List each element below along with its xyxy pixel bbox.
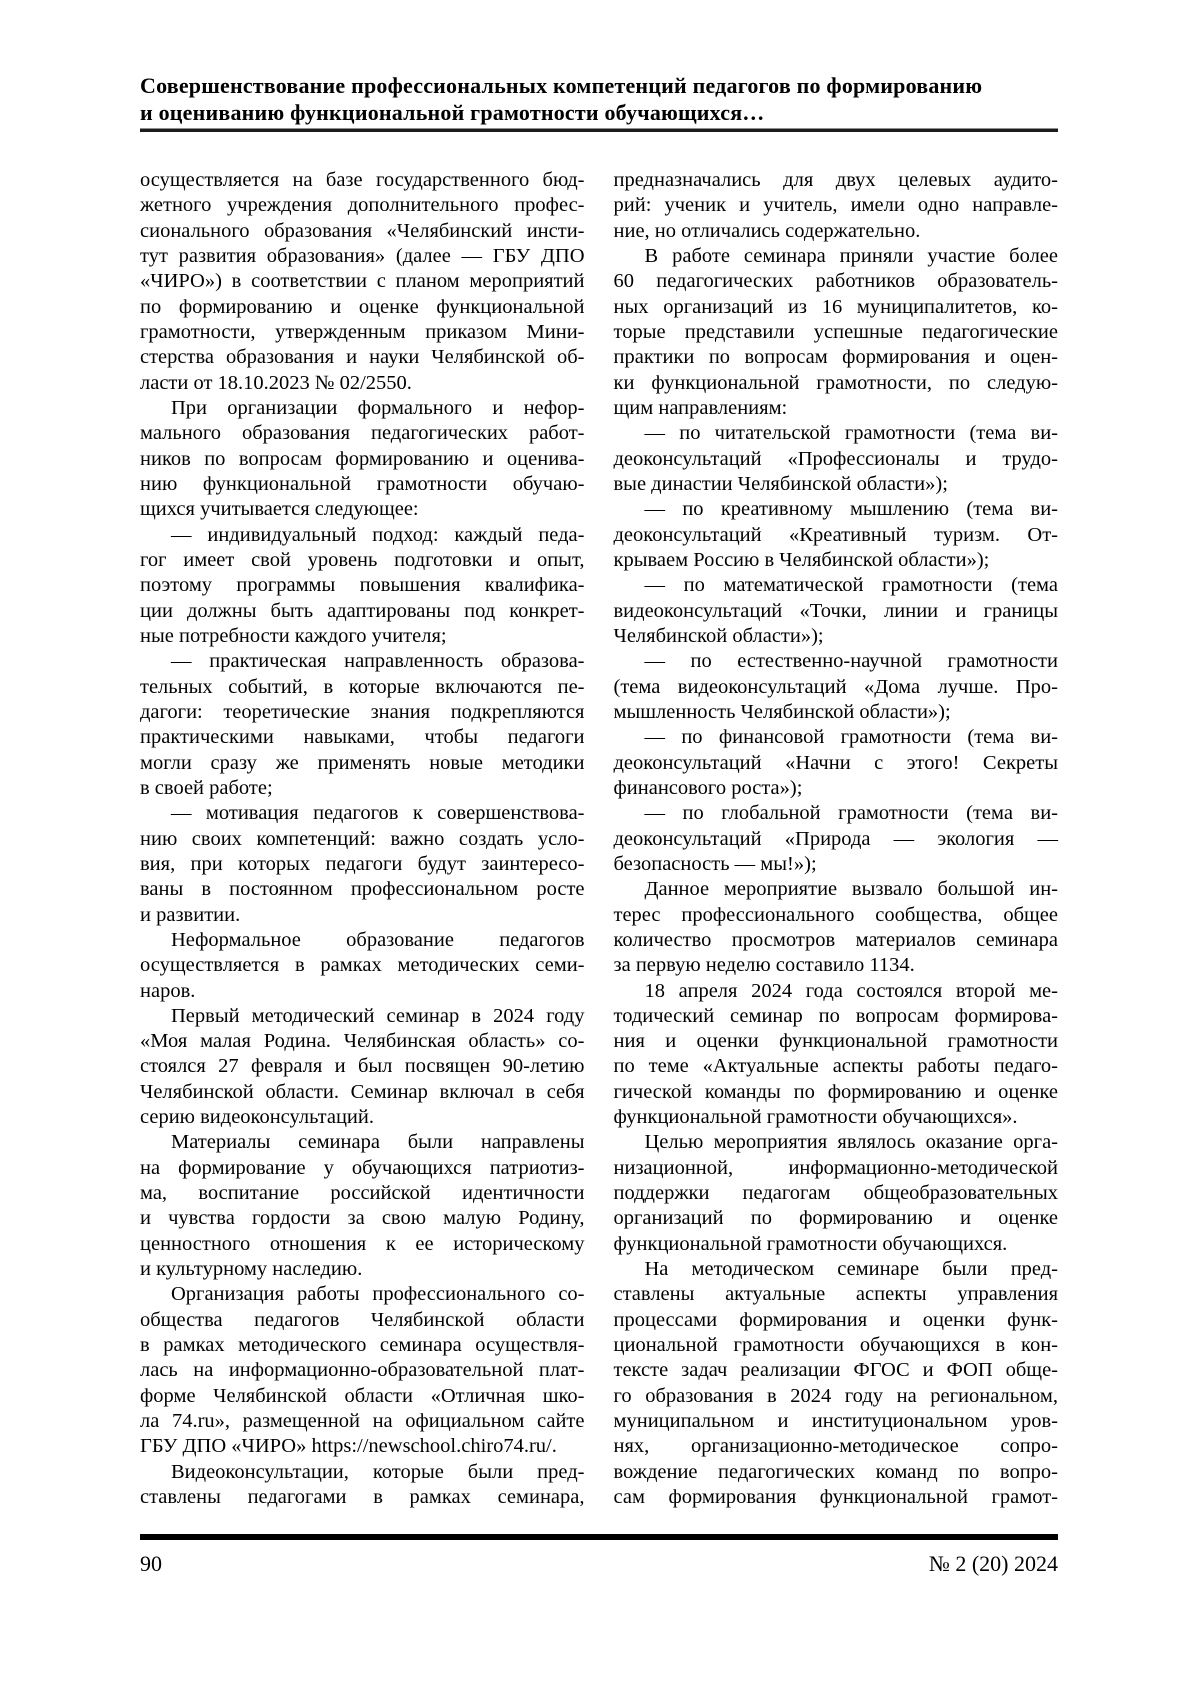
text-line: вия, при которых педагоги будут заинтересо-: [140, 852, 585, 875]
running-header-line-1: Совершенствование профессиональных компетенций педагогов по формированию: [140, 73, 983, 98]
text-line: ние, но отличались содержательно.: [613, 219, 921, 242]
page-number: 90: [140, 1551, 162, 1576]
text-line: Материалы семинара были направлены: [171, 1131, 585, 1154]
text-line: Целью мероприятия являлось оказание орга-: [644, 1131, 1058, 1154]
text-line: гической команды по формированию и оценке: [613, 1080, 1058, 1103]
text-line: вождение педагогических команд по вопро-: [613, 1460, 1058, 1483]
text-line: функциональной грамотности обучающихся».: [613, 1106, 1018, 1129]
text-line: Организация работы профессионального со-: [171, 1283, 585, 1306]
running-header-line-2: и оцениванию функциональной грамотности обучающихся…: [140, 100, 765, 125]
text-line: (тема видеоконсультаций «Дома лучше. Про-: [613, 675, 1058, 698]
paragraph: [614, 979, 1059, 1131]
text-line: наров.: [140, 979, 196, 1002]
text-line: в своей работе;: [140, 776, 273, 799]
text-line: Первый методический семинар в 2024 году: [171, 1004, 585, 1027]
paragraph: [614, 573, 1059, 649]
text-line: практики по вопросам формирования и оцен-: [613, 346, 1058, 369]
paragraph: [614, 421, 1059, 497]
text-line: тексте задач реализации ФГОС и ФОП обще-: [613, 1359, 1058, 1382]
text-line: и развитии.: [140, 903, 241, 926]
footer-rule: [140, 1534, 1058, 1540]
text-line: организаций по формированию и оценке: [613, 1207, 1058, 1230]
text-line: — практическая направленность образова-: [171, 650, 585, 673]
text-line: лась на информационно-образовательной плат-: [140, 1359, 585, 1382]
text-line: щихся учитывается следующее:: [140, 498, 419, 521]
text-line: ставлены педагогами в рамках семинара,: [140, 1486, 585, 1509]
text-line: ния и оценки функциональной грамотности: [613, 1030, 1058, 1053]
text-line: общества педагогов Челябинской области: [140, 1308, 585, 1331]
paragraph: [614, 801, 1059, 877]
text-line: нию своих компетенций: важно создать усло-: [140, 827, 585, 850]
paragraph: [614, 649, 1059, 725]
paragraph: [140, 396, 585, 523]
paragraph: [614, 1257, 1059, 1510]
text-line: мышленность Челябинской области»);: [613, 700, 951, 723]
text-line: терес профессионального сообщества, общее: [613, 903, 1058, 926]
text-line: на формирование у обучающихся патриотиз-: [140, 1156, 585, 1179]
text-line: деоконсультаций «Начни с этого! Секреты: [613, 751, 1058, 774]
text-line: — по креативному мышлению (тема ви-: [644, 498, 1058, 521]
text-line: грамотности, утвержденным приказом Мини-: [140, 320, 585, 343]
text-line: предназначались для двух целевых аудито-: [613, 169, 1058, 191]
paragraph: [614, 877, 1059, 978]
text-line: ных организаций из 16 муниципалитетов, ко-: [613, 295, 1058, 318]
paragraph: [614, 725, 1059, 801]
text-line: процессами формирования и оценки функ-: [613, 1308, 1058, 1331]
text-line: осуществляется на базе государственного бюд-: [140, 169, 585, 191]
text-line: ные потребности каждого учителя;: [140, 624, 447, 647]
text-column-right: [614, 168, 1059, 1510]
text-line: Челябинской области»);: [613, 624, 824, 647]
text-line: финансового роста»);: [613, 776, 803, 799]
text-line: Данное мероприятие вызвало большой ин-: [644, 878, 1058, 901]
text-line: вые династии Челябинской области»);: [613, 472, 948, 495]
paragraph: [140, 928, 585, 1004]
text-line: ценностного отношения к ее историческому: [140, 1232, 585, 1255]
text-line: поддержки педагогам общеобразовательных: [613, 1182, 1058, 1205]
text-line: гог имеет свой уровень подготовки и опыт,: [140, 548, 585, 571]
text-line: серию видеоконсультаций.: [140, 1106, 374, 1129]
text-line: по теме «Актуальные аспекты работы педаго-: [613, 1055, 1058, 1078]
text-line: сионального образования «Челябинский инсти-: [140, 219, 585, 242]
text-line: безопасность — мы!»);: [613, 852, 817, 875]
text-line: ставлены актуальные аспекты управления: [613, 1283, 1058, 1306]
text-line: и чувства гордости за свою малую Родину,: [140, 1207, 585, 1230]
text-line: осуществляется в рамках методических семи-: [140, 954, 585, 977]
text-line: — по математической грамотности (тема: [644, 574, 1058, 597]
text-line: нию функциональной грамотности обучаю-: [140, 472, 585, 495]
text-line: низационной, информационно-методической: [613, 1156, 1058, 1179]
text-line: Неформальное образование педагогов: [171, 928, 585, 951]
paragraph: [140, 523, 585, 650]
text-line: деоконсультаций «Креативный туризм. От-: [613, 523, 1058, 546]
text-line: за первую неделю составило 1134.: [613, 954, 915, 977]
text-line: могли сразу же применять новые методики: [140, 751, 585, 774]
text-line: ки функциональной грамотности, по следую-: [613, 371, 1058, 394]
text-line: циональной грамотности обучающихся в кон-: [613, 1334, 1058, 1357]
text-line: ваны в постоянном профессиональном росте: [140, 878, 585, 901]
text-line: «ЧИРО») в соответствии с планом мероприятий: [140, 270, 585, 293]
text-line: Челябинской области. Семинар включал в себя: [140, 1080, 585, 1103]
paragraph: [140, 649, 585, 801]
text-line: по формированию и оценке функциональной: [140, 295, 585, 318]
text-line: мального образования педагогических работ-: [140, 422, 585, 445]
text-line: — мотивация педагогов к совершенствова-: [171, 802, 585, 825]
paragraph: [614, 168, 1059, 244]
paragraph: [140, 801, 585, 928]
text-line: ГБУ ДПО «ЧИРО» https://newschool.chiro74.ru/.: [140, 1435, 557, 1458]
text-line: На методическом семинаре были пред-: [644, 1258, 1058, 1281]
paragraph: [614, 244, 1059, 421]
paragraph: [614, 1130, 1059, 1257]
text-line: стерства образования и науки Челябинской об-: [140, 346, 585, 369]
text-line: «Моя малая Родина. Челябинская область» со-: [140, 1030, 585, 1053]
text-line: — по финансовой грамотности (тема ви-: [644, 726, 1058, 749]
body-text: [140, 168, 1058, 1510]
text-line: 60 педагогических работников образователь-: [613, 270, 1058, 293]
running-header: [140, 72, 1058, 126]
text-line: При организации формального и нефор-: [171, 396, 585, 419]
text-line: муниципальном и институциональном уров-: [613, 1410, 1058, 1433]
paragraph: [614, 497, 1059, 573]
text-line: крываем Россию в Челябинской области»);: [613, 548, 990, 571]
header-rule: [140, 128, 1058, 132]
page-footer: [140, 1551, 1058, 1577]
issue-number: № 2 (20) 2024: [928, 1551, 1058, 1576]
paragraph: [140, 1130, 585, 1282]
text-line: ла 74.ru», размещенной на официальном сайте: [140, 1410, 585, 1433]
text-line: В работе семинара приняли участие более: [644, 244, 1058, 267]
text-line: — по глобальной грамотности (тема ви-: [644, 802, 1058, 825]
text-line: в рамках методического семинара осуществля-: [140, 1334, 585, 1357]
text-line: го образования в 2024 году на региональном,: [613, 1384, 1058, 1407]
text-line: нях, организационно-методическое сопро-: [613, 1435, 1058, 1458]
text-line: — по естественно-научной грамотности: [644, 650, 1058, 673]
text-line: деоконсультаций «Профессионалы и трудо-: [613, 447, 1058, 470]
text-line: тодический семинар по вопросам формирова-: [613, 1004, 1058, 1027]
text-line: 18 апреля 2024 года состоялся второй ме-: [644, 979, 1058, 1002]
text-line: и культурному наследию.: [140, 1258, 363, 1281]
text-line: количество просмотров материалов семинара: [613, 928, 1058, 951]
text-line: деоконсультаций «Природа — экология —: [613, 827, 1058, 850]
text-line: ников по вопросам формированию и оценива-: [140, 447, 585, 470]
text-line: стоялся 27 февраля и был посвящен 90-летию: [140, 1055, 585, 1078]
text-line: дагоги: теоретические знания подкрепляются: [140, 700, 585, 723]
text-line: сам формирования функциональной грамот-: [613, 1486, 1058, 1509]
text-line: тут развития образования» (далее — ГБУ ДПО: [140, 244, 585, 267]
text-line: щим направлениям:: [613, 396, 788, 419]
text-line: тельных событий, в которые включаются пе-: [140, 675, 585, 698]
text-column-left: [140, 168, 585, 1510]
text-line: поэтому программы повышения квалифика-: [140, 574, 585, 597]
text-line: жетного учреждения дополнительного профес-: [140, 194, 585, 217]
paragraph: [140, 1004, 585, 1131]
text-line: ма, воспитание российской идентичности: [140, 1182, 585, 1205]
text-line: функциональной грамотности обучающихся.: [613, 1232, 1008, 1255]
text-line: ласти от 18.10.2023 № 02/2550.: [140, 371, 412, 394]
text-line: — по читательской грамотности (тема ви-: [644, 422, 1058, 445]
text-line: рий: ученик и учитель, имели одно направле-: [613, 194, 1058, 217]
text-line: — индивидуальный подход: каждый педа-: [171, 523, 585, 546]
paragraph: [140, 1460, 585, 1511]
paragraph: [140, 1282, 585, 1459]
text-line: торые представили успешные педагогические: [613, 320, 1058, 343]
text-line: практическими навыками, чтобы педагоги: [140, 726, 585, 749]
text-line: Видеоконсультации, которые были пред-: [171, 1460, 585, 1483]
paragraph: [140, 168, 585, 396]
text-line: форме Челябинской области «Отличная шко-: [140, 1384, 585, 1407]
text-line: видеоконсультаций «Точки, линии и границы: [613, 599, 1058, 622]
text-line: ции должны быть адаптированы под конкрет-: [140, 599, 585, 622]
